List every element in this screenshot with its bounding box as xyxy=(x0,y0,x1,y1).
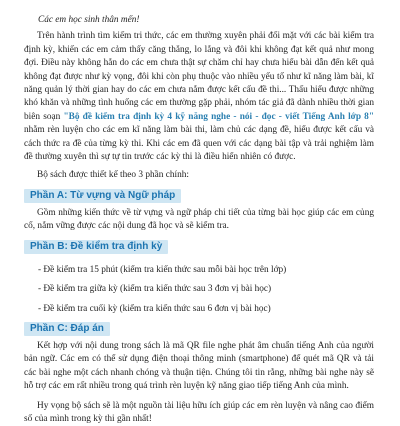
section-a-body: Gồm những kiến thức về từ vựng và ngữ pháp chi tiết của từng bài học giúp các em củng cố, nắm vững được các nội dung đã học và sẽ kiểm tra. xyxy=(24,207,374,232)
section-c-body: Kết hợp với nội dung trong sách là mã QR file nghe phát âm chuẩn tiếng Anh của người bản ngữ. Các em có thể sử dụng điện thoại thông minh (smartphone) để quét mã QR và tải các bài nghe một cách nhanh chóng và thuận tiện. Chúng tôi tin rằng, những bài nghe này sẽ hỗ trợ các em rất nhiều trong quá trình rèn luyện kỹ năng giao tiếp tiếng Anh của mình. xyxy=(24,340,374,392)
section-b xyxy=(24,234,374,316)
greeting: Các em học sinh thân mến! xyxy=(38,15,140,25)
intro-paragraph xyxy=(24,30,374,164)
structure-intro: Bộ sách được thiết kế theo 3 phần chính: xyxy=(37,170,189,181)
section-a-heading: Phần A: Từ vựng và Ngữ pháp xyxy=(24,189,181,203)
section-b-heading: Phần B: Đề kiểm tra định kỳ xyxy=(24,240,168,254)
section-c-heading: Phần C: Đáp án xyxy=(24,322,110,336)
section-a xyxy=(24,183,374,234)
intro-paragraph-text: Trên hành trình tìm kiếm tri thức, các em thường xuyên phải đối mặt với các bài kiểm tra định kỳ, khiến các em cảm thấy căng thẳng, lo lắng và đôi khi không đạt kết quả như mong đợi. Điều này không hẳn do các em chưa thật sự chăm chỉ hay chưa hiểu bài dẫn đến kết quả không đạt được như kỳ vọng, đôi khi còn phụ thuộc vào nhiều yếu tố như kĩ năng làm bài, kĩ năng quản lý thời gian hay do các em chưa nắm được kết cấu đề thi... Thấu hiểu được những khó khăn và những tình huống các em thường gặp phải, nhóm tác giả đã dành nhiều thời gian biên soạn xyxy=(24,31,374,122)
list-item: - Đề kiểm tra 15 phút (kiểm tra kiến thức sau mỗi bài học trên lớp) xyxy=(38,264,287,275)
section-c xyxy=(24,316,374,394)
book-title-highlight: "Bộ đề kiểm tra định kỳ 4 kỹ năng nghe - nói - đọc - viết Tiếng Anh lớp 8" xyxy=(63,111,374,122)
list-item: - Đề kiểm tra cuối kỳ (kiểm tra kiến thức sau 6 đơn vị bài học) xyxy=(38,303,271,314)
intro-paragraph-text-continued: nhằm rèn luyện cho các em kĩ năng làm bài thi, làm chủ các dạng đề, hiểu được kết cấu và cách thức ra đề của từng kỳ thi. Khi các em đã quen với các dạng bài tập và trải nghiệm làm đề thường xuyên thì sự tự tin trước các kỳ thi là điều hiển nhiên có được. xyxy=(24,125,374,163)
closing-paragraph: Hy vọng bộ sách sẽ là một nguồn tài liệu hữu ích giúp các em rèn luyện và nâng cao điểm số của mình trong kỳ thi gần nhất! xyxy=(24,400,374,424)
list-item: - Đề kiểm tra giữa kỳ (kiểm tra kiến thức sau 3 đơn vị bài học) xyxy=(38,284,272,295)
